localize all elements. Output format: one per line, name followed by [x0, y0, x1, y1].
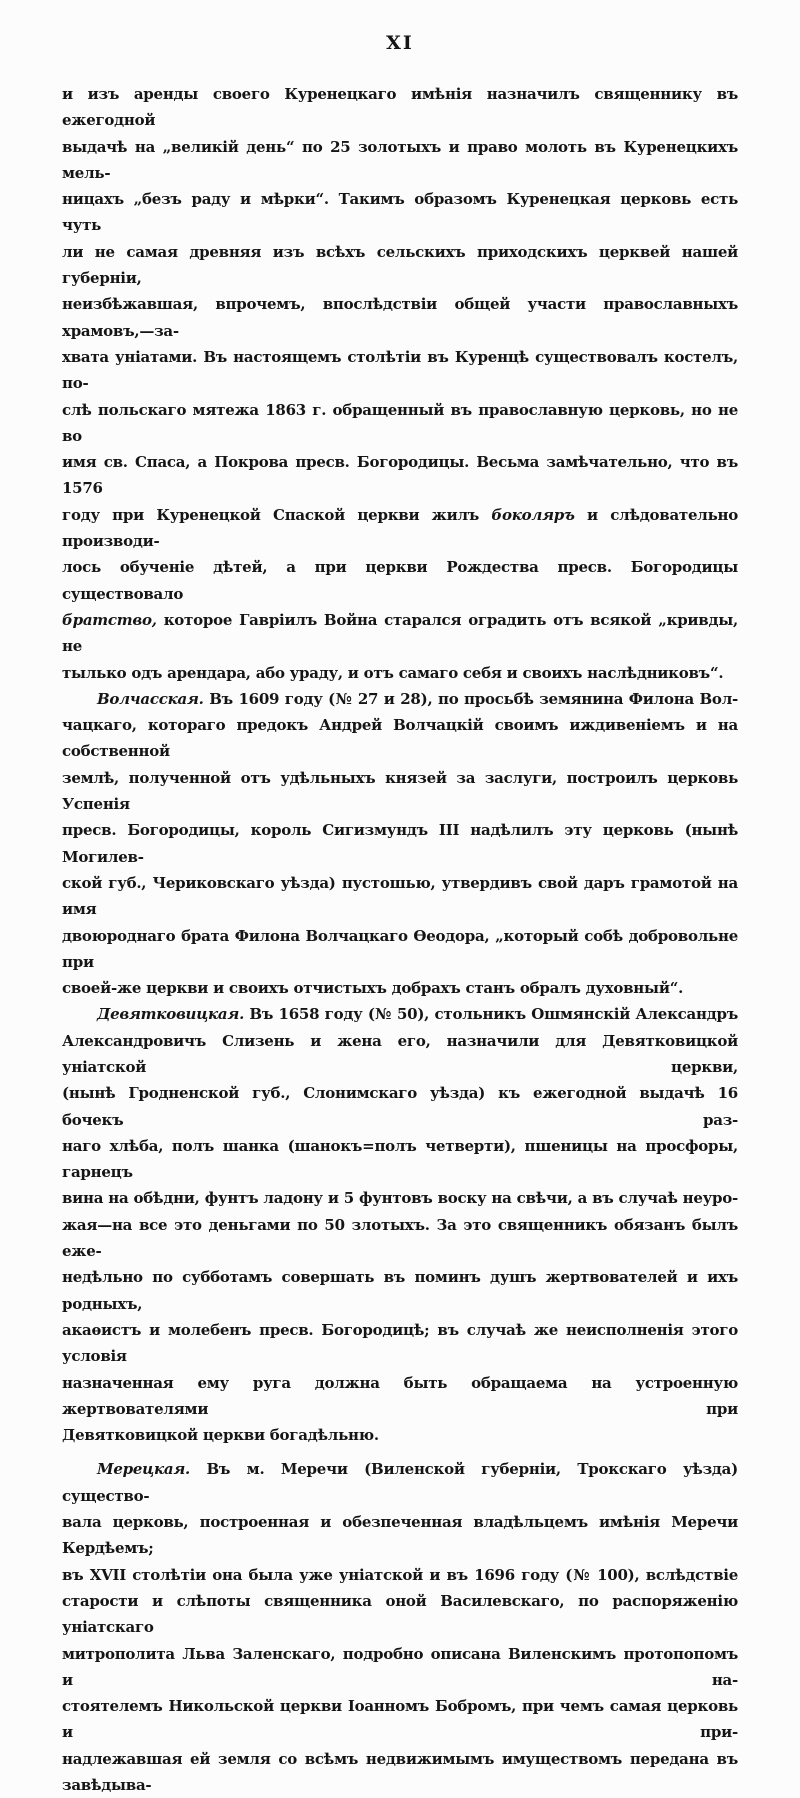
text-segment: своей-же церкви и своихъ отчистыхъ добрахъ станъ обралъ духовный“.	[62, 979, 684, 998]
text-line	[62, 291, 738, 344]
paragraph	[62, 686, 738, 1002]
text-segment: лось обученіе дѣтей, а при церкви Рождества пресв. Богородицы существовало	[62, 558, 738, 603]
text-segment: пресв. Богородицы, король Сигизмундъ III надѣлилъ эту церковь (нынѣ Могилев-	[62, 821, 738, 866]
text-block	[62, 81, 738, 1798]
text-segment: акаѳистъ и молебенъ пресв. Богородицѣ; въ случаѣ же неисполненія этого условія	[62, 1320, 738, 1366]
text-segment: Александровичъ Слизень и жена его, назначили для Девятковицкой уніатской церкви,	[62, 1031, 738, 1076]
text-segment: старости и слѣпоты священника оной Василевскаго, по распоряженію уніатскаго	[62, 1591, 738, 1637]
text-segment: ской губ., Чериковскаго уѣзда) пустошью, утвердивъ свой даръ грамотой на имя	[62, 873, 738, 919]
text-segment: году при Куренецкой Спаской церкви жилъ	[62, 505, 492, 524]
italic-text: боколяръ	[491, 505, 575, 524]
text-line	[62, 607, 738, 660]
text-segment: которое Гавріилъ Война старался оградить отъ всякой „кривды, не	[62, 610, 738, 656]
text-segment: хвата уніатами. Въ настоящемъ столѣтіи въ Куренцѣ существовалъ костелъ, по-	[62, 347, 738, 393]
text-line	[62, 1080, 738, 1133]
text-line	[62, 1185, 738, 1211]
text-line	[62, 660, 738, 686]
text-line	[62, 554, 738, 607]
text-segment: недѣльно по субботамъ совершать въ поминъ душъ жертвователей и ихъ родныхъ,	[62, 1268, 738, 1313]
text-line	[62, 1562, 738, 1588]
text-line	[62, 686, 738, 712]
text-segment: вала церковь, построенная и обезпеченная владѣльцемъ имѣнія Меречи Кердѣемъ;	[62, 1513, 738, 1558]
text-segment: жая—на все это деньгами по 50 злотыхъ. За это священникъ обязанъ былъ еже-	[62, 1215, 738, 1261]
text-line	[62, 1370, 738, 1423]
text-segment: землѣ, полученной отъ удѣльныхъ князей за заслуги, построилъ церковь Успенія	[62, 768, 738, 814]
text-line	[62, 1001, 738, 1027]
paragraph	[62, 1456, 738, 1798]
text-segment: митрополита Льва Заленскаго, подробно описана Виленскимъ протопопомъ и на-	[62, 1644, 738, 1689]
text-line	[62, 923, 738, 976]
text-segment: выдачѣ на „великій день“ по 25 золотыхъ и право молоть въ Куренецкихъ мель-	[62, 137, 738, 182]
text-line	[62, 81, 738, 134]
text-segment: имя св. Спаса, а Покрова пресв. Богородицы. Весьма замѣчательно, что въ 1576	[62, 453, 738, 498]
italic-text: братство,	[62, 610, 157, 629]
italic-text: Девятковицкая.	[97, 1005, 245, 1024]
text-segment: двоюроднаго брата Филона Волчацкаго Ѳеодора, „который собѣ добровольне при	[62, 926, 738, 971]
text-segment: (нынѣ Гродненской губ., Слонимскаго уѣзда) къ ежегодной выдачѣ 16 бочекъ раз-	[62, 1084, 738, 1129]
text-line	[62, 765, 738, 818]
text-segment: Въ 1609 году (№ 27 и 28), по просьбѣ земянина Филона Вол-	[203, 689, 738, 708]
text-line	[62, 449, 738, 502]
text-segment: надлежавшая ей земля со всѣмъ недвижимымъ имуществомъ передана въ завѣдыва-	[62, 1749, 738, 1794]
text-segment: наго хлѣба, полъ шанка (шанокъ=полъ четверти), пшеницы на просфоры, гарнецъ	[62, 1136, 738, 1182]
page-number: XI	[386, 32, 414, 54]
text-line	[62, 712, 738, 765]
text-segment: тылько одъ арендара, або ураду, и отъ самаго себя и своихъ наслѣдниковъ“.	[62, 663, 724, 682]
text-line	[62, 1422, 738, 1448]
text-line	[62, 397, 738, 450]
text-line	[62, 1133, 738, 1186]
text-line	[62, 1212, 738, 1265]
italic-text: Волчасская.	[97, 689, 204, 708]
text-segment: стоятелемъ Никольской церкви Іоанномъ Бобромъ, при чемъ самая церковь и при-	[62, 1697, 738, 1742]
text-line	[62, 1317, 738, 1370]
text-segment: Въ м. Меречи (Виленской губерніи, Трокскаго уѣзда) существо-	[62, 1460, 738, 1505]
italic-text: Мерецкая.	[97, 1460, 191, 1479]
text-line	[62, 1746, 738, 1798]
text-line	[62, 1641, 738, 1694]
text-line	[62, 239, 738, 292]
text-segment: чацкаго, котораго предокъ Андрей Волчацкій своимъ иждивеніемъ и на собственной	[62, 716, 738, 761]
text-line	[62, 502, 738, 555]
text-line	[62, 1456, 738, 1509]
text-line	[62, 1693, 738, 1746]
paragraph	[62, 1001, 738, 1448]
text-line	[62, 1509, 738, 1562]
text-line	[62, 186, 738, 239]
text-segment: Въ 1658 году (№ 50), стольникъ Ошмянскій Александръ	[244, 1005, 738, 1024]
text-line	[62, 975, 738, 1001]
text-line	[62, 817, 738, 870]
text-segment: въ XVII столѣтіи она была уже уніатской и въ 1696 году (№ 100), вслѣдствіе	[62, 1565, 738, 1584]
text-line	[62, 1028, 738, 1081]
text-segment: ли не самая древняя изъ всѣхъ сельскихъ приходскихъ церквей нашей губерніи,	[62, 242, 738, 288]
text-segment: и изъ аренды своего Куренецкаго имѣнія назначилъ священнику въ ежегодной	[62, 85, 738, 130]
text-line	[62, 1588, 738, 1641]
text-segment: вина на обѣдни, фунтъ ладону и 5 фунтовъ воску на свѣчи, а въ случаѣ неуро-	[62, 1189, 738, 1208]
text-segment: ницахъ „безъ раду и мѣрки“. Такимъ образомъ Куренецкая церковь есть чуть	[62, 190, 738, 235]
text-line	[62, 344, 738, 397]
text-segment: неизбѣжавшая, впрочемъ, впослѣдствіи общей участи православныхъ храмовъ,—за-	[62, 295, 738, 340]
paragraph	[62, 81, 738, 686]
text-segment: Девятковицкой церкви богадѣльню.	[62, 1426, 379, 1445]
text-line	[62, 1264, 738, 1317]
text-segment: и слѣдовательно производи-	[62, 505, 738, 551]
text-segment: слѣ польскаго мятежа 1863 г. обращенный въ православную церковь, но не во	[62, 400, 738, 445]
text-segment: назначенная ему руга должна быть обращаема на устроенную жертвователями при	[62, 1373, 738, 1418]
text-line	[62, 134, 738, 187]
text-line	[62, 870, 738, 923]
